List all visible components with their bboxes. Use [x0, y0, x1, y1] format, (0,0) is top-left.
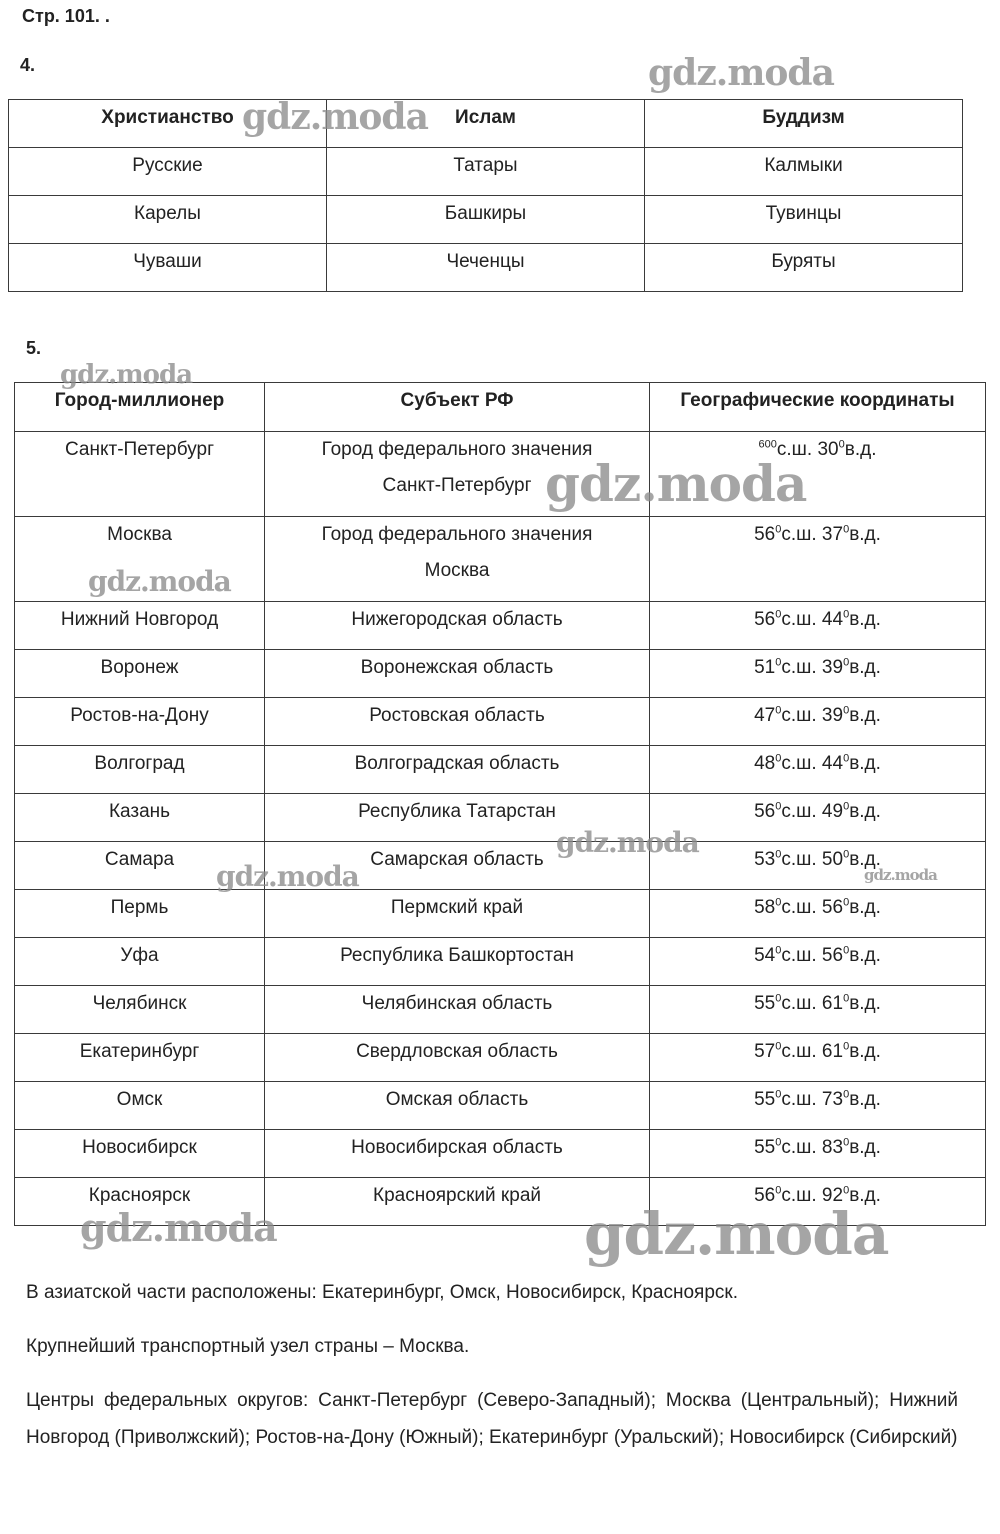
coord-lat-suffix: с.ш.: [781, 1089, 817, 1110]
coordinates-cell: [650, 794, 986, 842]
coordinates-cell: [650, 938, 986, 986]
coordinates-cell: [650, 432, 986, 517]
coordinates-cell: [650, 986, 986, 1034]
coord-lon: 30: [817, 439, 839, 460]
coord-deg: 0: [775, 944, 782, 957]
religion-cell: Калмыки: [645, 148, 963, 196]
transport-hub-paragraph: Крупнейший транспортный узел страны – Москва.: [26, 1336, 470, 1357]
subject-cell: [265, 1082, 650, 1130]
table-row: [9, 196, 963, 244]
city-cell: Волгоград: [15, 746, 265, 794]
subject-line: Омская область: [385, 1089, 529, 1110]
coordinates-cell: [650, 1130, 986, 1178]
section-5-number: 5.: [26, 338, 42, 358]
city-cell: Екатеринбург: [15, 1034, 265, 1082]
religion-cell: Карелы: [9, 196, 327, 244]
coord-lon: 37: [821, 524, 844, 545]
coord-lon-suffix: в.д.: [849, 609, 881, 630]
subject-cell: [265, 602, 650, 650]
coord-deg: 0: [843, 752, 850, 765]
section-4-number: 4.: [20, 55, 36, 75]
subject-line: Пермский край: [390, 897, 524, 918]
coord-lon: 39: [821, 657, 844, 678]
coord-lat: 55: [754, 1089, 776, 1110]
coord-lat-suffix: с.ш.: [781, 897, 817, 918]
coord-lat: 58: [754, 897, 776, 918]
coord-lon: 73: [821, 1089, 844, 1110]
watermark: gdz.moda: [864, 866, 937, 884]
coord-deg: 0: [775, 800, 782, 813]
watermark: gdz.moda: [60, 360, 193, 390]
header-christianity: Христианство: [9, 100, 327, 148]
subject-line: Волгоградская область: [354, 753, 560, 774]
subject-line: Москва: [424, 560, 490, 581]
table-row: [15, 698, 986, 746]
coord-lon: 61: [821, 1041, 844, 1062]
subject-cell: [265, 986, 650, 1034]
coordinates-cell: [650, 698, 986, 746]
coord-deg: 0: [775, 896, 782, 909]
coord-lat: 56: [754, 1185, 776, 1206]
subject-cell: [265, 1034, 650, 1082]
subject-cell: [265, 890, 650, 938]
coord-deg: 0: [843, 523, 850, 536]
coord-lon-suffix: в.д.: [849, 993, 881, 1014]
coordinates-cell: [650, 746, 986, 794]
coord-deg: 0: [843, 1136, 850, 1149]
coord-lon: 44: [821, 609, 844, 630]
coord-deg: 0: [775, 848, 782, 861]
religion-cell: Тувинцы: [645, 196, 963, 244]
table-row: [9, 244, 963, 292]
table-row: [15, 890, 986, 938]
coord-lat-suffix: с.ш.: [781, 849, 817, 870]
subject-line: Республика Татарстан: [358, 801, 556, 822]
watermark: gdz.moda: [648, 52, 834, 94]
city-cell: Санкт-Петербург: [15, 432, 265, 517]
coord-lon: 49: [821, 801, 844, 822]
subject-line: Самарская область: [370, 849, 544, 870]
coord-lat-suffix: с.ш.: [781, 945, 817, 966]
coord-deg: 0: [843, 656, 850, 669]
coord-lon-suffix: в.д.: [849, 753, 881, 774]
city-cell: Казань: [15, 794, 265, 842]
federal-centers-paragraph: Центры федеральных округов: Санкт-Петербург (Северо-Западный); Москва (Центральный); Нижний Новгород (Приволжский); Ростов-на-Дону (Южный); Екатеринбург (Уральский); Новосибирск (Сибирский): [26, 1390, 958, 1448]
subject-cell: [265, 698, 650, 746]
coordinates-cell: [650, 650, 986, 698]
coord-lat: 56: [754, 609, 776, 630]
coord-lon: 50: [821, 849, 844, 870]
coord-lon-suffix: в.д.: [849, 657, 881, 678]
header-subject: Субъект РФ: [265, 383, 650, 432]
watermark: gdz.moda: [556, 826, 699, 859]
coord-deg: 0: [843, 848, 850, 861]
table-row: [15, 1130, 986, 1178]
coord-lon: 44: [821, 753, 844, 774]
coordinates-cell: [650, 1034, 986, 1082]
coordinates-cell: [650, 517, 986, 602]
coord-lat: 55: [754, 993, 776, 1014]
watermark: gdz.moda: [80, 1205, 277, 1250]
coord-deg: 0: [843, 1040, 850, 1053]
subject-line: Воронежская область: [360, 657, 554, 678]
city-cell: Самара: [15, 842, 265, 890]
religion-cell: Чуваши: [9, 244, 327, 292]
watermark: gdz.moda: [545, 454, 807, 513]
coord-lat: 56: [754, 801, 776, 822]
city-cell: Челябинск: [15, 986, 265, 1034]
table-row: [15, 842, 986, 890]
coord-lon-suffix: в.д.: [849, 849, 881, 870]
city-cell: Уфа: [15, 938, 265, 986]
table-row: [15, 1082, 986, 1130]
coord-deg: 0: [775, 992, 782, 1005]
coord-deg: 0: [843, 944, 850, 957]
coord-deg: 0: [843, 1088, 850, 1101]
coord-lon-suffix: в.д.: [849, 801, 881, 822]
subject-cell: [265, 650, 650, 698]
subject-line: Челябинская область: [361, 993, 553, 1014]
coord-lat-suffix: с.ш.: [781, 801, 817, 822]
subject-cell: [265, 1178, 650, 1226]
coord-lon-suffix: в.д.: [849, 1185, 881, 1206]
coord-deg: 0: [770, 438, 777, 451]
religion-cell: Башкиры: [327, 196, 645, 244]
coord-deg: 0: [843, 896, 850, 909]
coord-lon-suffix: в.д.: [849, 1041, 881, 1062]
table-row: [15, 432, 986, 517]
watermark: gdz.moda: [584, 1200, 889, 1268]
cities-header-row: [15, 383, 986, 432]
coord-lat: 57: [754, 1041, 776, 1062]
city-cell: Омск: [15, 1082, 265, 1130]
subject-cell: [265, 1130, 650, 1178]
coord-deg: 0: [843, 608, 850, 621]
subject-cell: [265, 842, 650, 890]
table-row: [9, 148, 963, 196]
coord-lon: 92: [821, 1185, 844, 1206]
subject-line: Санкт-Петербург: [382, 475, 532, 496]
coord-lat-suffix: с.ш.: [781, 609, 817, 630]
coord-lon-suffix: в.д.: [849, 897, 881, 918]
coord-lon-suffix: в.д.: [849, 705, 881, 726]
coord-deg: 0: [838, 438, 845, 451]
coord-lat-suffix: с.ш.: [781, 524, 817, 545]
table-row: [15, 602, 986, 650]
header-city: Город-миллионер: [15, 383, 265, 432]
coord-lon-suffix: в.д.: [849, 1137, 881, 1158]
table-row: [15, 650, 986, 698]
subject-cell: [265, 794, 650, 842]
subject-cell: [265, 746, 650, 794]
coord-lat: 48: [754, 753, 776, 774]
coordinates-cell: [650, 1082, 986, 1130]
religion-cell: Татары: [327, 148, 645, 196]
coord-deg: 0: [843, 800, 850, 813]
coord-lon-suffix: в.д.: [849, 1089, 881, 1110]
religion-header-row: [9, 100, 963, 148]
subject-line: Ростовская область: [369, 705, 545, 726]
header-islam: Ислам: [327, 100, 645, 148]
coord-lat-suffix: с.ш.: [781, 705, 817, 726]
coord-deg: 0: [775, 1136, 782, 1149]
table-row: [15, 986, 986, 1034]
coord-lon: 56: [821, 945, 844, 966]
coord-deg: 0: [843, 704, 850, 717]
coord-lon-suffix: в.д.: [849, 945, 881, 966]
table-row: [15, 746, 986, 794]
coord-lat-suffix: с.ш.: [781, 1137, 817, 1158]
table-row: [15, 517, 986, 602]
coord-lon-suffix: в.д.: [849, 524, 881, 545]
subject-line: Город федерального значения: [321, 524, 593, 545]
coord-deg: 0: [775, 656, 782, 669]
coord-deg: 0: [843, 992, 850, 1005]
coord-lat: 47: [754, 705, 776, 726]
table-row: [15, 794, 986, 842]
coord-lat: 53: [754, 849, 776, 870]
cities-table: [14, 382, 986, 1226]
table-row: [15, 1178, 986, 1226]
coord-lat-suffix: с.ш.: [781, 1185, 817, 1206]
city-cell: Ростов-на-Дону: [15, 698, 265, 746]
coord-deg: 0: [775, 1184, 782, 1197]
coord-lat-suffix: с.ш.: [781, 993, 817, 1014]
coordinates-cell: [650, 842, 986, 890]
city-cell: Пермь: [15, 890, 265, 938]
coordinates-cell: [650, 1178, 986, 1226]
coordinates-cell: [650, 890, 986, 938]
religion-cell: Чеченцы: [327, 244, 645, 292]
coord-lat: 60: [758, 438, 771, 451]
coordinates-cell: [650, 602, 986, 650]
coord-lat-suffix: с.ш.: [781, 657, 817, 678]
coord-lon: 56: [821, 897, 844, 918]
coord-lat-suffix: с.ш.: [781, 753, 817, 774]
religion-cell: Русские: [9, 148, 327, 196]
watermark: gdz.moda: [88, 565, 231, 598]
subject-line: Нижегородская область: [351, 609, 563, 630]
coord-lat: 56: [754, 524, 776, 545]
subject-line: Красноярский край: [373, 1185, 541, 1206]
subject-line: Новосибирская область: [351, 1137, 563, 1158]
coord-deg: 0: [775, 704, 782, 717]
coord-lon: 39: [821, 705, 844, 726]
header-coordinates: Географические координаты: [650, 383, 986, 432]
religion-table: [8, 99, 963, 292]
city-cell: Воронеж: [15, 650, 265, 698]
subject-cell: [265, 938, 650, 986]
watermark: gdz.moda: [242, 96, 428, 138]
coord-lat: 54: [754, 945, 776, 966]
city-cell: Нижний Новгород: [15, 602, 265, 650]
city-cell: Новосибирск: [15, 1130, 265, 1178]
religion-cell: Буряты: [645, 244, 963, 292]
city-cell: Москва: [15, 517, 265, 602]
subject-cell: [265, 517, 650, 602]
table-row: [15, 1034, 986, 1082]
subject-line: Свердловская область: [356, 1041, 558, 1062]
coord-lat: 55: [754, 1137, 776, 1158]
page-title: Стр. 101. .: [22, 6, 110, 26]
coord-lon-suffix: в.д.: [844, 439, 877, 460]
coord-deg: 0: [775, 1088, 782, 1101]
subject-line: Город федерального значения: [321, 439, 593, 460]
coord-lat: 51: [754, 657, 776, 678]
asian-part-paragraph: В азиатской части расположены: Екатеринбург, Омск, Новосибирск, Красноярск.: [26, 1282, 738, 1303]
coord-lon: 83: [821, 1137, 844, 1158]
table-row: [15, 938, 986, 986]
header-buddhism: Буддизм: [645, 100, 963, 148]
city-cell: Красноярск: [15, 1178, 265, 1226]
coord-deg: 0: [775, 752, 782, 765]
coord-deg: 0: [843, 1184, 850, 1197]
coord-lat-suffix: с.ш.: [781, 1041, 817, 1062]
coord-deg: 0: [775, 1040, 782, 1053]
subject-cell: [265, 432, 650, 517]
coord-lat-suffix: с.ш.: [776, 439, 813, 460]
subject-line: Республика Башкортостан: [340, 945, 574, 966]
coord-lon: 61: [821, 993, 844, 1014]
watermark: gdz.moda: [216, 860, 359, 893]
coord-deg: 0: [775, 523, 782, 536]
coord-deg: 0: [775, 608, 782, 621]
